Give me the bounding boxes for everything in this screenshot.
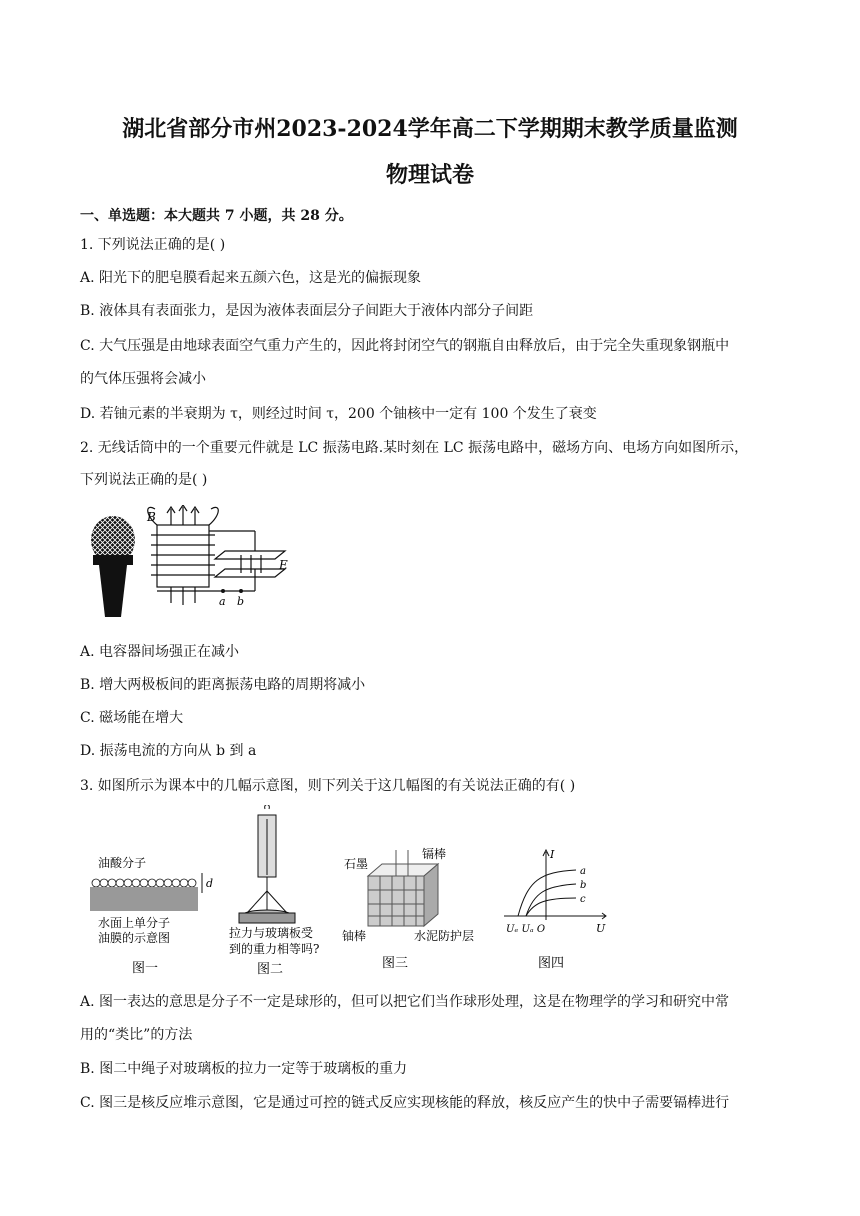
q1-option-c: C. 大气压强是由地球表面空气重力产生的，因此将封闭空气的钢瓶自由释放后，由于完全失重现象钢瓶中 [80,338,730,354]
photoelectric-graph [500,840,615,980]
exam-subtitle: 物理试卷 [385,162,474,188]
fig1-caption-1: 水面上单分子 [98,916,171,930]
cadmium-label: 镉棒 [422,847,447,861]
fig4-name: 图四 [538,956,565,971]
q3-stem: 3. 如图所示为课本中的几幅示意图，则下列关于这几幅图的有关说法正确的有( ) [80,778,576,794]
q3-option-c: C. 图三是核反应堆示意图，它是通过可控的链式反应实现核能的释放，核反应产生的快中子需要镉棒进行 [80,1095,730,1111]
q2-option-b: B. 增大两极板间的距离振荡电路的周期将减小 [80,677,366,693]
axis-I-label: I [550,848,555,861]
axis-ticks-label: Uₑ Uₐ O [506,924,546,935]
section-heading: 一、单选题：本大题共 7 小题，共 28 分。 [80,208,353,224]
q3-option-b: B. 图二中绳子对玻璃板的拉力一定等于玻璃板的重力 [80,1061,408,1077]
curve-b-label: b [580,880,587,891]
fig2-name: 图二 [257,962,284,977]
q1-option-d: D. 若铀元素的半衰期为 τ，则经过时间 τ，200 个铀核中一定有 100 个发生了衰变 [80,406,597,422]
q1-option-b: B. 液体具有表面张力，是因为液体表面层分子间距大于液体内部分子间距 [80,303,534,319]
label-E: E [279,558,288,572]
q1-option-c-cont: 的气体压强将会减小 [80,371,206,387]
q1-stem: 1. 下列说法正确的是( ) [80,237,226,253]
oil-film-figure [88,845,218,980]
exam-title: 湖北省部分市州2023-2024学年高二下学期期末教学质量监测 [122,116,738,142]
q3-option-a: A. 图一表达的意思是分子不一定是球形的，但可以把它们当作球形处理，这是在物理学的学习和研究中常 [80,994,730,1010]
q2-option-c: C. 磁场能在增大 [80,710,184,726]
q1-option-a: A. 阳光下的肥皂膜看起来五颜六色，这是光的偏振现象 [80,270,422,286]
curve-c-label: c [580,894,586,905]
thickness-label: d [206,877,214,890]
q2-stem: 2. 无线话筒中的一个重要元件就是 LC 振荡电路.某时刻在 LC 振荡电路中，磁场方向、电场方向如图所示， [80,440,749,456]
oil-molecule-label: 油酸分子 [98,856,147,870]
microphone-icon [91,516,135,617]
curve-a-label: a [580,866,586,877]
fig1-caption-2: 油膜的示意图 [98,931,171,945]
label-b: b [237,595,245,608]
fig2-caption-2: 到的重力相等吗? [229,942,320,956]
q3-option-a-cont: 用的“类比”的方法 [80,1027,193,1043]
lc-circuit-figure [85,505,295,625]
uranium-label: 铀棒 [342,929,367,943]
coil-icon [148,505,285,605]
cement-label: 水泥防护层 [414,929,475,943]
graphite-label: 石墨 [344,857,369,871]
fig3-name: 图三 [382,956,409,971]
q2-option-a: A. 电容器间场强正在减小 [80,644,240,660]
label-a: a [219,595,226,608]
q2-stem-cont: 下列说法正确的是( ) [80,472,208,488]
spring-scale-figure [225,805,325,980]
label-B: B [147,510,156,524]
reactor-figure [340,840,490,980]
fig2-caption-1: 拉力与玻璃板受 [229,926,314,940]
q2-option-d: D. 振荡电流的方向从 b 到 a [80,743,257,759]
fig1-name: 图一 [132,961,159,976]
axis-U-label: U [596,922,606,935]
